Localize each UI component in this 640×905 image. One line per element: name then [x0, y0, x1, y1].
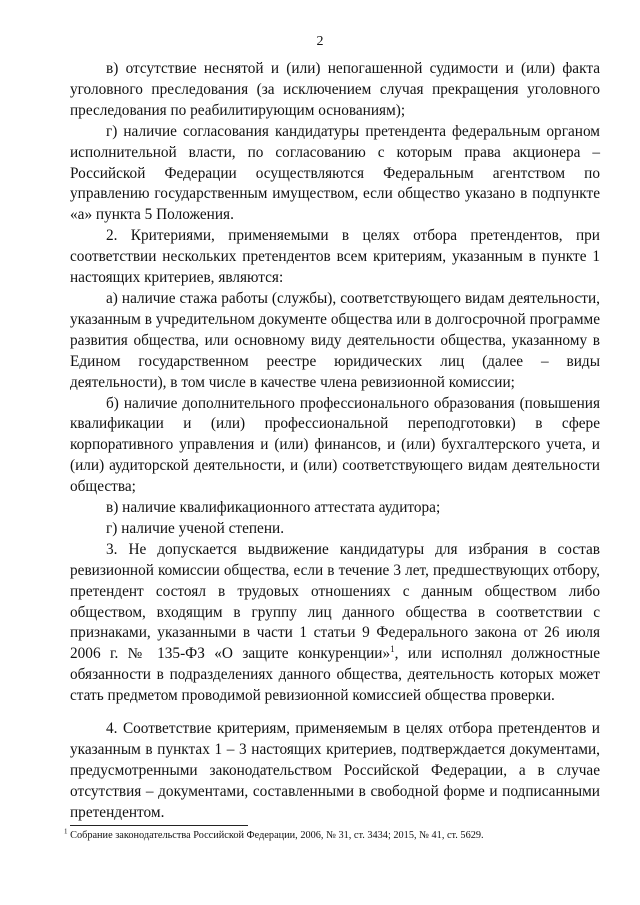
paragraph-3-text-continued: , или исполнял должностные обязанности в подразделениях данного общества, деятельность которых может стать предметом проводимой ревизионной комиссией общества проверки. [70, 645, 600, 705]
footnote [64, 829, 604, 842]
footnote-reference: 1 [390, 644, 395, 655]
paragraph-2a: а) наличие стажа работы (службы), соответствующего видам деятельности, указанным в учредительном документе общества или в долгосрочной программе развития общества, или основному виду деятельности общества, указанному в Едином государственном реестре юридических лиц (далее – виды деятельности), в том числе в качестве члена ревизионной комиссии; [70, 289, 600, 391]
paragraph-1v: в) отсутствие неснятой и (или) непогашенной судимости и (или) факта уголовного преследования (за исключением случая прекращения уголовного преследования по реабилитирующим основаниям); [70, 60, 600, 119]
paragraph-4: 4. Соответствие критериям, применяемым в целях отбора претендентов и указанным в пунктах 1 – 3 настоящих критериев, подтверждается документами, предусмотренными законодательством Российской Федерации, а в случае отсутствия – документами, составленными в свободной форме и подписанными претендентом. [70, 720, 600, 821]
paragraph-1g: г) наличие согласования кандидатуры претендента федеральным органом исполнительной власти, по согласованию с которым права акционера – Российской Федерации осуществляются Федеральным агентством по управлению государственным имуществом, если общество указано в подпункте «а» пункта 5 Положения. [70, 122, 600, 224]
paragraph-2: 2. Критериями, применяемыми в целях отбора претендентов, при соответствии нескольких претендентов всем критериям, указанным в пункте 1 настоящих критериев, являются: [70, 227, 600, 287]
paragraph-3-text: 3. Не допускается выдвижение кандидатуры для избрания в состав ревизионной комиссии общества, если в течение 3 лет, предшествующих отбору, претендент состоял в трудовых отношениях с данным обществом либо обществом, входящим в группу лиц данного общества в соответствии с признаками, указанными в части 1 статьи 9 Федерального закона от 26 июля 2006 г. № 135-ФЗ «О защите конкуренции» [70, 540, 600, 663]
paragraph-3 [70, 540, 600, 707]
footnote-separator [70, 825, 248, 826]
body-text [70, 59, 600, 824]
paragraph-2g: г) наличие ученой степени. [106, 519, 285, 537]
page-number: 2 [316, 34, 324, 49]
footnote-text: Собрание законодательства Российской Федерации, 2006, № 31, ст. 3434; 2015, № 41, ст. 5629. [67, 830, 484, 841]
paragraph-2v: в) наличие квалификационного аттестата аудитора; [106, 499, 441, 517]
footnote-marker: 1 [64, 827, 68, 836]
paragraph-2b: б) наличие дополнительного профессионального образования (повышения квалификации и (или) профессиональной переподготовки) в сфере корпоративного управления и (или) финансов, и (или) бухгалтерского учета, и (или) аудиторской деятельности, и (или) соответствующего видам деятельности общества; [70, 394, 600, 496]
